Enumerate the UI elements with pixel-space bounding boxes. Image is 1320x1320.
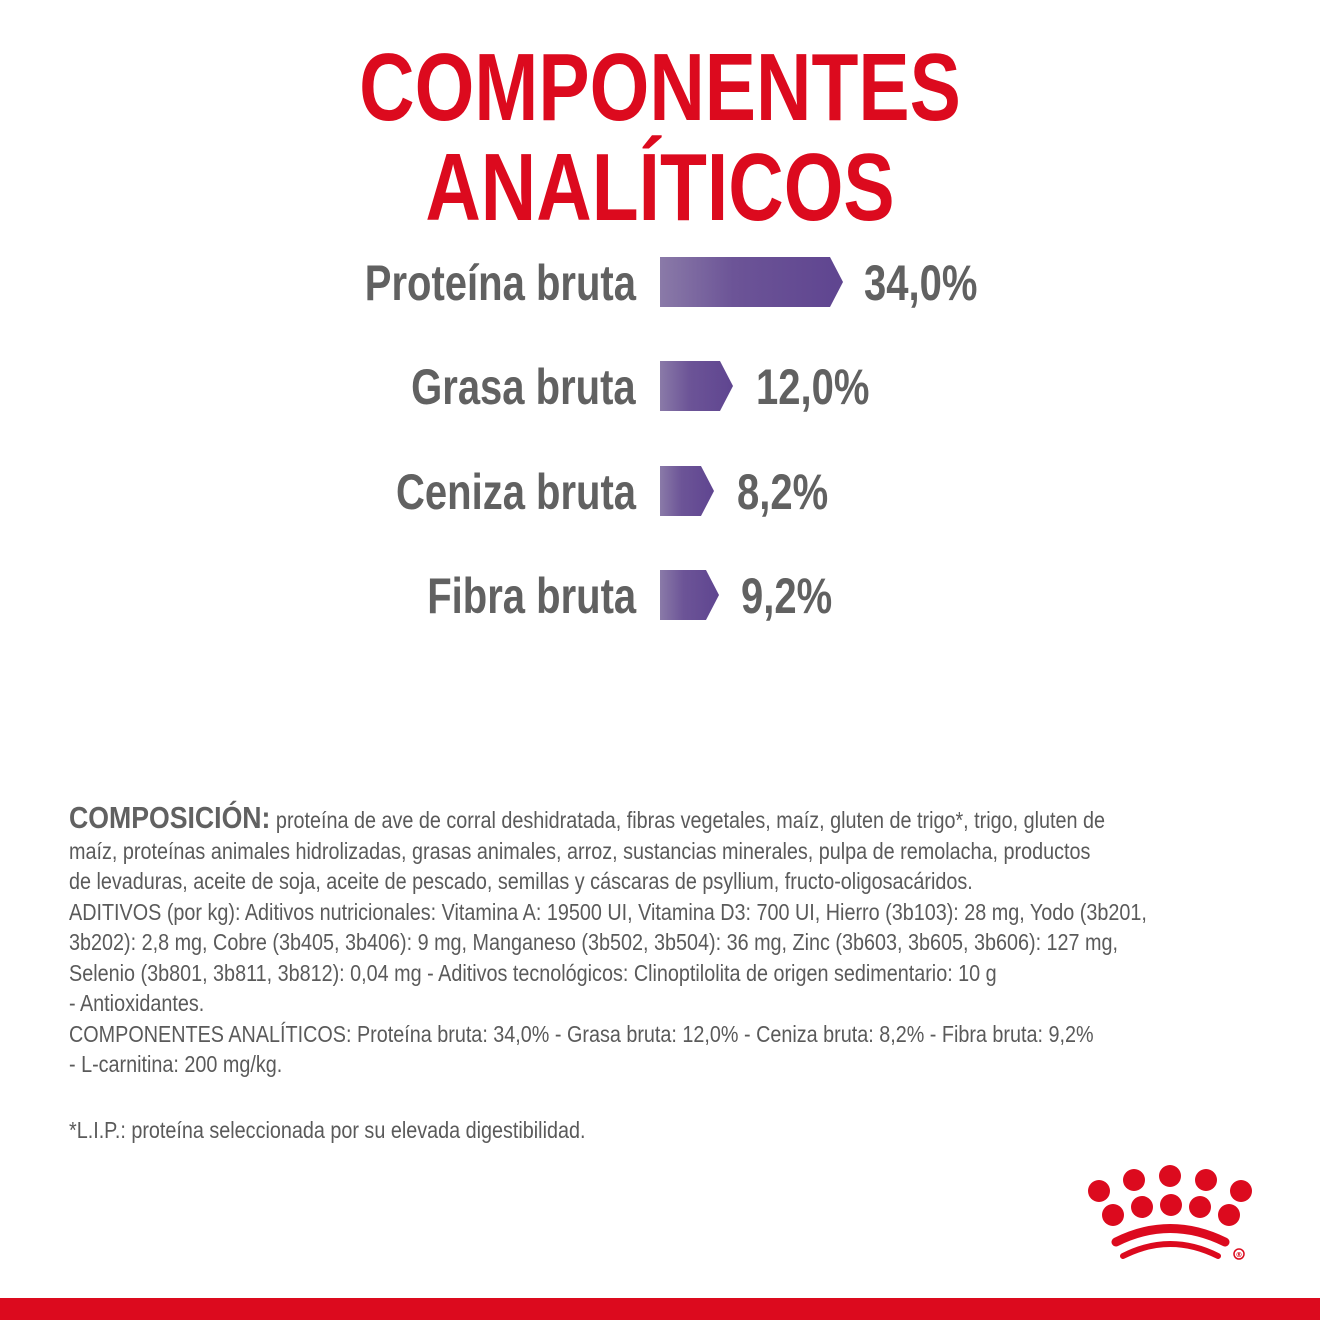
additives-line: Selenio (3b801, 3b811, 3b812): 0,04 mg - Aditivos tecnológicos: Clinoptilolita de origen sedimentario: 10 g [69,959,997,986]
row-value: 12,0% [756,359,870,415]
composition-text-start: proteína de ave de corral deshidratada, fibras vegetales, maíz, gluten de trigo*, trigo, gluten de [270,807,1106,833]
protein-arrow-bar [660,257,843,307]
fat-arrow-bar [660,361,733,411]
registered-mark: ® [1235,1251,1243,1259]
crown-logo-icon [1080,1165,1260,1265]
row-value: 9,2% [741,568,833,624]
analytical-components-line: - L-carnitina: 200 mg/kg. [69,1051,283,1077]
chart-row-ash [0,466,1320,518]
row-label: Ceniza bruta [395,464,636,520]
chart-row-fat [0,361,1320,413]
composition-line [69,800,1106,836]
row-value: 34,0% [864,255,978,311]
composition-line: maíz, proteínas animales hidrolizadas, grasas animales, arroz, sustancias minerales, pulpa de remolacha, productos [69,837,1091,864]
ash-arrow-bar [660,466,714,516]
brand-red-band [0,1298,1320,1320]
additives-line: - Antioxidantes. [69,990,205,1016]
row-label: Grasa bruta [411,359,636,415]
composition-text [69,800,1269,1080]
composition-heading: COMPOSICIÓN: [69,800,271,835]
composition-line: de levaduras, aceite de soja, aceite de pescado, semillas y cáscaras de psyllium, fructo-oligosacáridos. [69,868,973,894]
footnote: *L.I.P.: proteína seleccionada por su elevada digestibilidad. [69,1117,586,1143]
analytical-components-line: COMPONENTES ANALÍTICOS: Proteína bruta: 34,0% - Grasa bruta: 12,0% - Ceniza bruta: 8,2% - Fibra bruta: 9,2% [69,1020,1094,1047]
chart-row-protein [0,257,1320,309]
chart-row-fiber [0,570,1320,622]
row-value: 8,2% [737,464,829,520]
additives-line: ADITIVOS (por kg): Aditivos nutricionales: Vitamina A: 19500 UI, Vitamina D3: 700 UI, Hierro (3b103): 28 mg, Yodo (3b201, [69,898,1147,925]
fiber-arrow-bar [660,570,719,620]
page-title: COMPONENTES ANALÍTICOS [359,34,961,241]
additives-line: 3b202): 2,8 mg, Cobre (3b405, 3b406): 9 mg, Manganeso (3b502, 3b504): 36 mg, Zinc (3b603, 3b605, 3b606): 127 mg, [69,929,1119,955]
row-label: Fibra bruta [427,568,636,624]
row-label: Proteína bruta [364,255,636,311]
